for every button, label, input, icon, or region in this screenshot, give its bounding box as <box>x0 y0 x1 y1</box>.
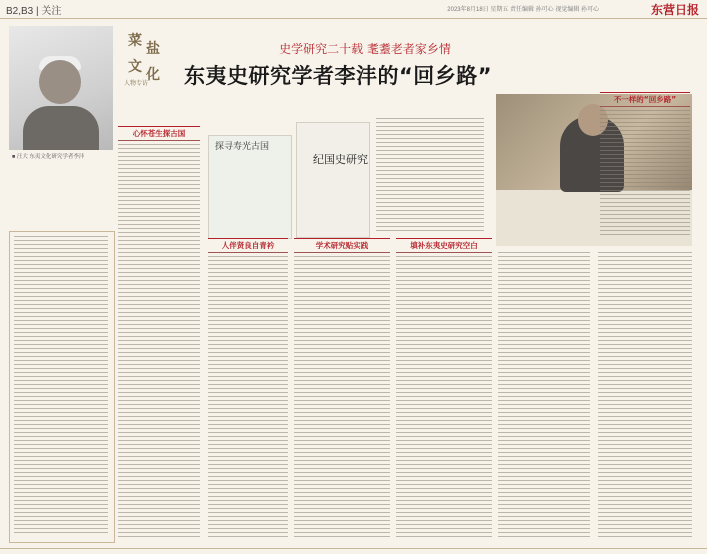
text-column-3 <box>294 252 390 540</box>
subhead-2: 人伴贤良自青衿 <box>208 238 288 253</box>
page-header <box>0 0 707 19</box>
text-column-1 <box>118 140 200 540</box>
photo-caption: ■ 汪大 东夷文化研究学者李沣 <box>12 154 85 160</box>
page-rule <box>0 548 707 549</box>
text-column-2 <box>208 252 288 540</box>
text-column-5 <box>498 252 590 540</box>
newspaper-logo: 东营日报 <box>650 3 699 17</box>
subhead-1: 心怀苍生探古国 <box>118 126 200 141</box>
subhead-5: 不一样的“回乡路” <box>600 92 690 107</box>
column-brand: 菜 盐 文 化 人物专访 <box>124 33 160 87</box>
headline: 东夷史研究学者李沣的“回乡路” <box>184 64 493 88</box>
kicker: 史学研究二十载 耄耋老者家乡情 <box>279 42 451 56</box>
section-tag: B2,B3 | 关注 <box>6 6 62 17</box>
subhead-4: 填补东夷史研究空白 <box>396 238 492 253</box>
text-column-4 <box>396 252 492 540</box>
text-column-5a <box>600 106 690 236</box>
book-cover-1: 探寻寿光古国 <box>208 135 292 239</box>
subhead-3: 学术研究贴实践 <box>294 238 390 253</box>
profile-text <box>14 236 108 536</box>
book-cover-2: 纪国史研究 <box>296 122 370 238</box>
text-column-6 <box>598 252 692 540</box>
dateline: 2023年8月18日 星期五 责任编辑 孙可心 视觉编辑 孙可心 <box>447 7 599 13</box>
text-column-3a <box>376 118 484 234</box>
portrait-photo <box>9 26 113 150</box>
